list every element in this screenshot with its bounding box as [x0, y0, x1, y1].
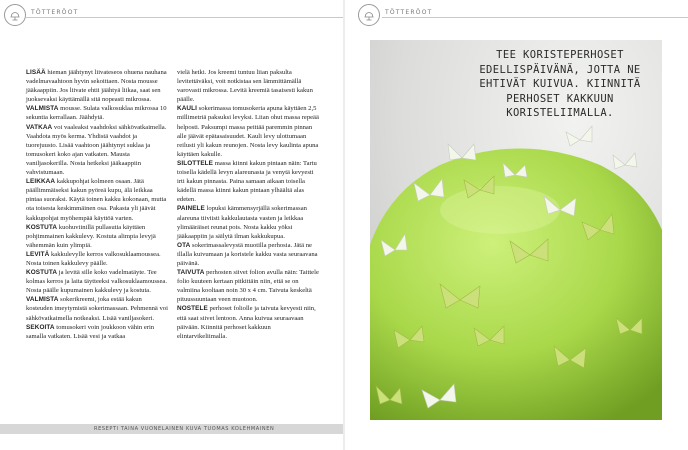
- step-text: sokerimassa tomusokeria apuna käyttäen 2,5 millimetriä paksuksi levyksi. Liian ohut massa repeää helposti. Paksumpi massa peittää paremmin pinnan alle jäävät epätasaisuudet. Kauli levy ulottumaan reilusti yli kakun reunojen. Nosta levy kaulinta apuna käyttäen kakulle.: [177, 105, 319, 158]
- quote-line: KORISTELIIMALLA.: [506, 107, 614, 120]
- quote-line: EHTIVÄT KUIVUA. KIINNITÄ: [479, 78, 641, 91]
- step-keyword: NOSTELE: [177, 305, 208, 313]
- step-text: perhosten siivet folion avulla näin: Taittele folio kuuteen kertaan pitkittäin niin, että se on valmiina kooltaan noin 30 x 4 cm. Taivuta keskeltä pituussuuntaan veen muotoon.: [177, 269, 319, 304]
- step-keyword: KOSTUTA: [26, 223, 58, 231]
- step-keyword: KAULI: [177, 105, 198, 113]
- recipe-step: [177, 241, 319, 268]
- step-keyword: KOSTUTA: [26, 269, 58, 277]
- header-rule: [382, 17, 688, 18]
- recipe-step: [177, 268, 319, 304]
- recipe-step: [26, 177, 168, 222]
- recipe-step: [26, 250, 168, 268]
- credits-line: RESEPTI TAINA VUONELAINEN KUVA TUOMAS KOLEHMAINEN: [94, 426, 275, 432]
- recipe-step: [177, 304, 319, 340]
- step-keyword: VALMISTA: [26, 296, 59, 304]
- recipe-step: [26, 268, 168, 295]
- magazine-logo-badge: [4, 4, 26, 26]
- step-text: voi vaaleaksi vaahdoksi sähkövatkaimella. Vaahdota myös kerma. Yhdistä vaahdot ja tuorejuusto. Lisää vaahtoon jäähtynyt suklaa ja tomusokeri koko ajan vatkaten. Mausta vaniljasokerilla. Nosta hetkeksi jääkaappiin vahvistumaan.: [26, 123, 167, 177]
- step-keyword: VATKAA: [26, 123, 53, 131]
- step-keyword: SEKOITA: [26, 323, 55, 331]
- recipe-step: [26, 223, 168, 250]
- step-text: lopuksi kämmensyrjällä sokerimassan alareuna tiiviisti kakkulautasta vasten ja leikkaa ylimääräiset reunat pois. Nosta kakku yöksi jääkaappiin ja säilytä ilman kakkukupua.: [177, 205, 307, 240]
- cake-stand-icon: [8, 8, 22, 22]
- step-text: kuohuviinillä pullasutia käyttäen pohjimmainen kakkulevy. Kostuta alimpia levyjä vähemmän kuin ylimpiä.: [26, 223, 156, 249]
- step-keyword: PAINELE: [177, 205, 205, 213]
- step-keyword: LISÄÄ: [26, 69, 46, 76]
- step-keyword: TAIVUTA: [177, 269, 205, 277]
- recipe-step: [26, 295, 168, 322]
- step-text: mousse. Sulata valkosuklaa mikrossa 10 sekuntia kerrallaan. Jäähdytä.: [26, 105, 167, 122]
- step-text: sokerikreemi, joka estää kakun kosteuden imeytymistä sokerimassaan. Pehmennä voi sähkövatkaimella notkeaksi. Lisää vaniljasokeri.: [26, 296, 168, 322]
- section-label: TÖTTERÖOT: [381, 9, 436, 16]
- step-text: ja levitä sille koko vadelmatäyte. Tee kolmas kerros ja laita täytteeksi valkosuklaamoussea. Nosta päälle kupumainen kakkulevy ja kostuta.: [26, 269, 167, 295]
- step-keyword: OTA: [177, 241, 191, 249]
- recipe-step: [177, 104, 319, 159]
- step-text: tomusokeri voin joukkoon vähin erin samalla vatkaten. Lisää vesi ja vatkaa: [26, 323, 155, 340]
- photo-caption-quote: [462, 48, 658, 121]
- step-text: kakkulevylle kerros valkosuklaamoussea. Nosta toinen kakkulevy päälle.: [26, 250, 161, 267]
- recipe-step: [26, 68, 168, 104]
- step-text: hieman jäähtynyt liivateseos ohuena nauhana vadelmavaahtoon hyvin sekoittaen. Nosta mousse jääkaappiin. Jos liivate ehtii jäähtyä liikaa, saat sen juoksevaksi käyttämällä sitä nopeasti mikrossa.: [26, 69, 167, 104]
- step-text: massa kiinni kakun pintaan näin: Tartu toisella kädellä levyn alareunasta ja venytä kevyesti irti kakun pinnasta. Paina samaan aikaan toisella kädellä massa kiinni kakun pintaan ylhäältä alas edeten.: [177, 159, 317, 204]
- section-label: TÖTTERÖOT: [27, 9, 82, 16]
- recipe-column-1: [26, 68, 168, 341]
- step-keyword: LEIKKAA: [26, 178, 56, 186]
- recipe-step: [26, 123, 168, 178]
- header-rule: [26, 17, 344, 18]
- cake-highlight: [440, 186, 560, 234]
- step-text: kakkupohjat kolmeen osaan. Jätä päällimmäiseksi kakun pyöreä kupu, älä leikkaa pintaa suoraksi. Käytä toinen kakku kokonaan, mutta ota toisesta keskimmäinen osa. Pakasta yli jäävät kakkupohjat myöhempää käyttöä varten.: [26, 178, 167, 222]
- step-text: vielä hetki. Jos kreemi tuntuu liian paksulta levitettäväksi, voit notkistaa sen lämmittämällä varovasti mikrossa. Levitä kreemiä tasaisesti kakun päälle.: [177, 69, 313, 104]
- magazine-logo-badge: [358, 4, 380, 26]
- recipe-step: [177, 204, 319, 240]
- step-text: sokerimassalevystä muotilla perhosia. Jätä ne illalla kuivumaan ja koristele kakku vasta seuraavana päivänä.: [177, 241, 318, 267]
- cake-stand-icon: [362, 8, 376, 22]
- recipe-column-2: [177, 68, 319, 341]
- recipe-step: [26, 323, 168, 341]
- step-keyword: LEVITÄ: [26, 250, 50, 258]
- recipe-step: [177, 159, 319, 204]
- quote-line: TEE KORISTEPERHOSET: [496, 49, 624, 61]
- recipe-step: [177, 68, 319, 104]
- step-text: perhoset foliolle ja taivuta kevyesti niin, että saat siivet lentoon. Anna kuivua seuraavaan päivään. Kiinnitä perhoset kakkuun elintarvikeliimalla.: [177, 305, 316, 340]
- quote-line: EDELLISPÄIVÄNÄ, JOTTA NE: [479, 63, 641, 76]
- recipe-step: [26, 104, 168, 122]
- step-keyword: VALMISTA: [26, 105, 59, 113]
- step-keyword: SILOTTELE: [177, 159, 214, 167]
- quote-line: PERHOSET KAKKUUN: [506, 92, 614, 105]
